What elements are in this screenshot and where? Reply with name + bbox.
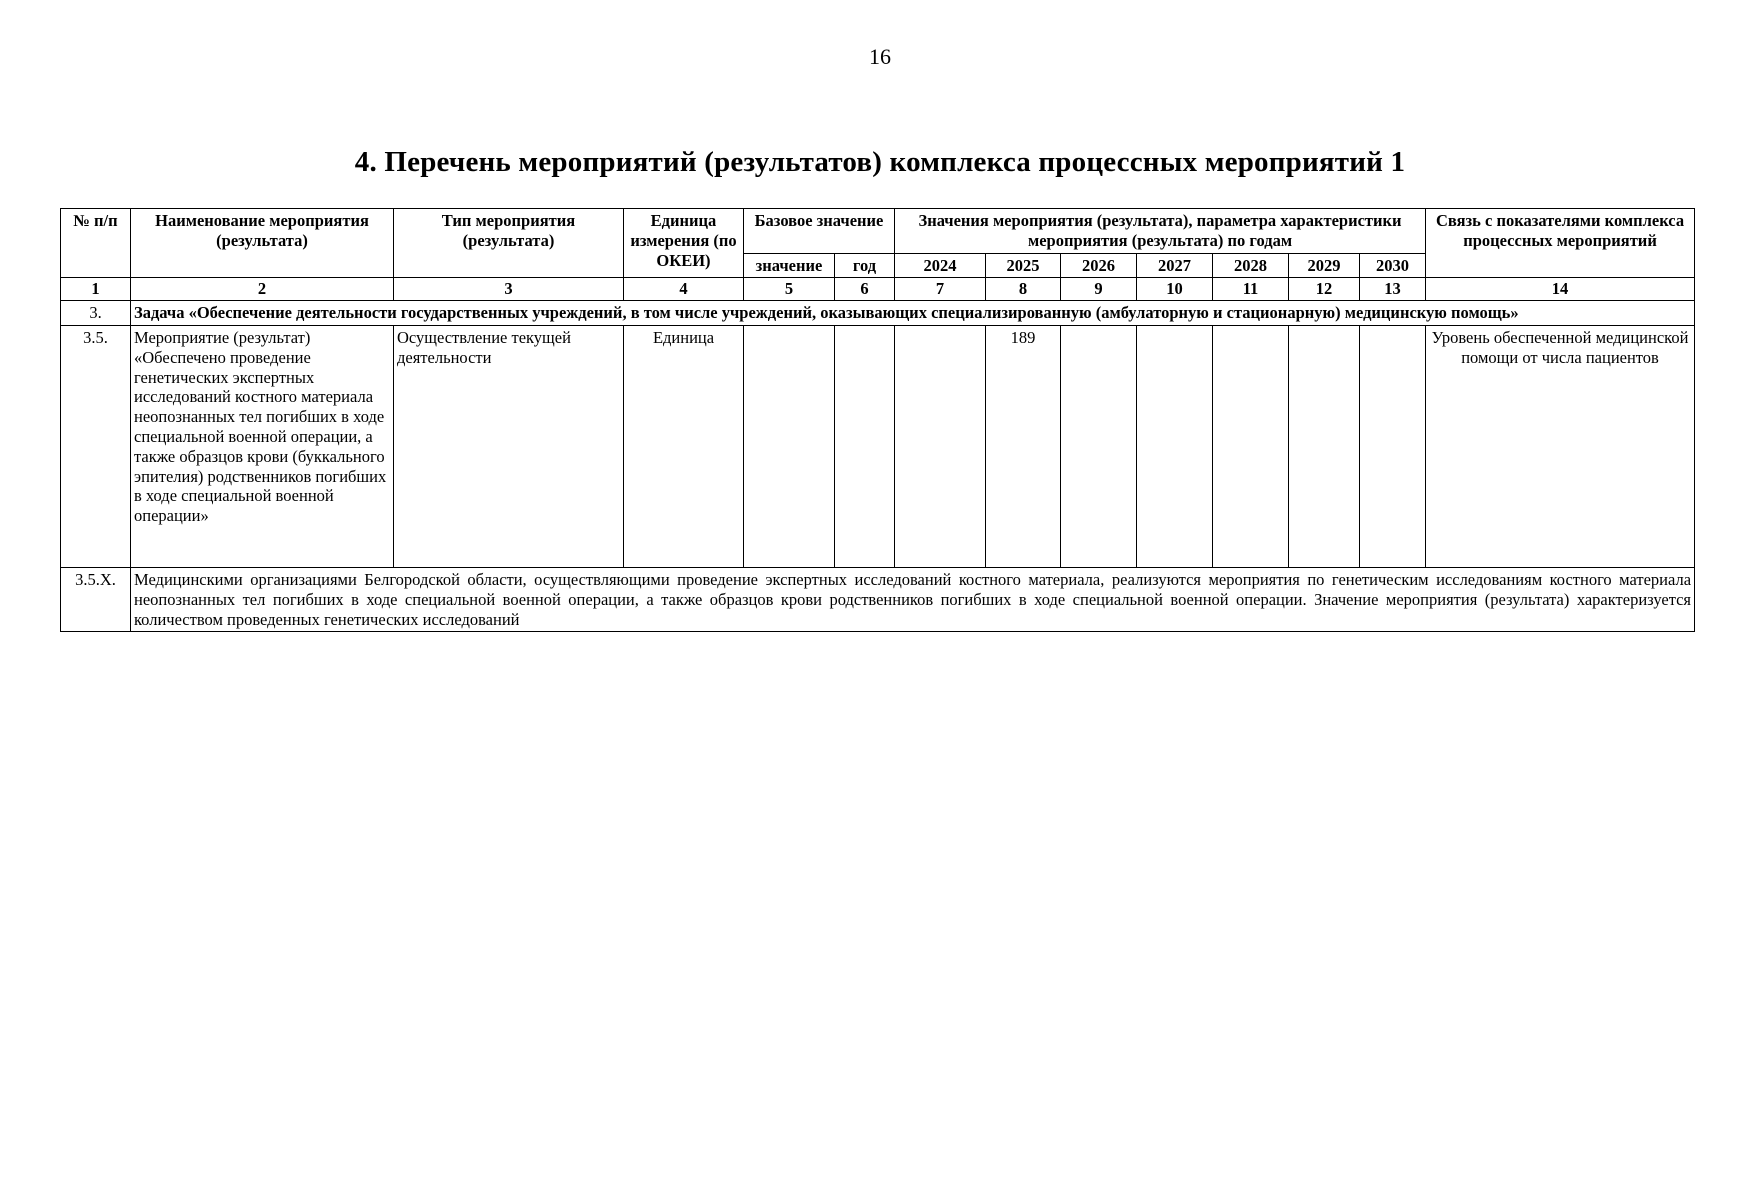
- measure-row: [61, 325, 1695, 567]
- header-unit: Единица измерения (по ОКЕИ): [624, 209, 744, 278]
- measures-table: [60, 208, 1695, 632]
- column-number: 13: [1360, 278, 1426, 301]
- task-row: [61, 301, 1695, 326]
- measure-value-2026: [1061, 325, 1137, 567]
- header-name: Наименование мероприятия (результата): [131, 209, 394, 278]
- header-base-year: год: [835, 253, 895, 278]
- header-type: Тип мероприятия (результата): [394, 209, 624, 278]
- column-number: 14: [1426, 278, 1695, 301]
- measure-type: Осуществление текущей деятельности: [394, 325, 624, 567]
- measure-value-2028: [1213, 325, 1289, 567]
- header-base-value: значение: [744, 253, 835, 278]
- page-number: 16: [869, 44, 891, 69]
- description-text: Медицинскими организациями Белгородской области, осуществляющими проведение экспертных исследований костного материала, реализуются мероприятия по генетическим исследованиям костного материала неопознанных тел погибших в ходе специальной военной операции, а также образцов крови родственников погибших в ходе специальной военной операции. Значение мероприятия (результата) характеризуется количеством проведенных генетических исследований: [131, 567, 1695, 631]
- measure-value-2024: [895, 325, 986, 567]
- header-year-2030: 2030: [1360, 253, 1426, 278]
- header-year-2029: 2029: [1289, 253, 1360, 278]
- task-text: Задача «Обеспечение деятельности государственных учреждений, в том числе учреждений, оказывающих специализированную (амбулаторную и стационарную) медицинскую помощь»: [131, 301, 1695, 326]
- column-number: 4: [624, 278, 744, 301]
- column-number: 3: [394, 278, 624, 301]
- measure-value-2025: 189: [986, 325, 1061, 567]
- column-number: 11: [1213, 278, 1289, 301]
- column-number: 6: [835, 278, 895, 301]
- header-base: Базовое значение: [744, 209, 895, 254]
- header-year-2027: 2027: [1137, 253, 1213, 278]
- description-row: [61, 567, 1695, 631]
- page-title: 4. Перечень мероприятий (результатов) комплекса процессных мероприятий 1: [354, 146, 1406, 178]
- column-number: 2: [131, 278, 394, 301]
- column-number: 10: [1137, 278, 1213, 301]
- measure-num: 3.5.: [61, 325, 131, 567]
- column-numbers-row: [61, 278, 1695, 301]
- column-number: 7: [895, 278, 986, 301]
- measure-base-value: [744, 325, 835, 567]
- column-number: 5: [744, 278, 835, 301]
- column-number: 9: [1061, 278, 1137, 301]
- column-number: 8: [986, 278, 1061, 301]
- description-num: 3.5.Х.: [61, 567, 131, 631]
- header-link: Связь с показателями комплекса процессных мероприятий: [1426, 209, 1695, 278]
- measure-value-2029: [1289, 325, 1360, 567]
- task-num: 3.: [61, 301, 131, 326]
- column-number: 12: [1289, 278, 1360, 301]
- measure-name: Мероприятие (результат) «Обеспечено проведение генетических экспертных исследований костного материала неопознанных тел погибших в ходе специальной военной операции, а также образцов крови (буккального эпителия) родственников погибших в ходе специальной военной операции»: [131, 325, 394, 567]
- measure-value-2027: [1137, 325, 1213, 567]
- measure-unit: Единица: [624, 325, 744, 567]
- header-year-2026: 2026: [1061, 253, 1137, 278]
- measure-base-year: [835, 325, 895, 567]
- header-year-2028: 2028: [1213, 253, 1289, 278]
- measure-link: Уровень обеспеченной медицинской помощи от числа пациентов: [1426, 325, 1695, 567]
- header-year-2025: 2025: [986, 253, 1061, 278]
- header-year-2024: 2024: [895, 253, 986, 278]
- header-values-group: Значения мероприятия (результата), параметра характеристики мероприятия (результата) по годам: [895, 209, 1426, 254]
- header-num: № п/п: [61, 209, 131, 278]
- header-row-1: [61, 209, 1695, 254]
- column-number: 1: [61, 278, 131, 301]
- measure-value-2030: [1360, 325, 1426, 567]
